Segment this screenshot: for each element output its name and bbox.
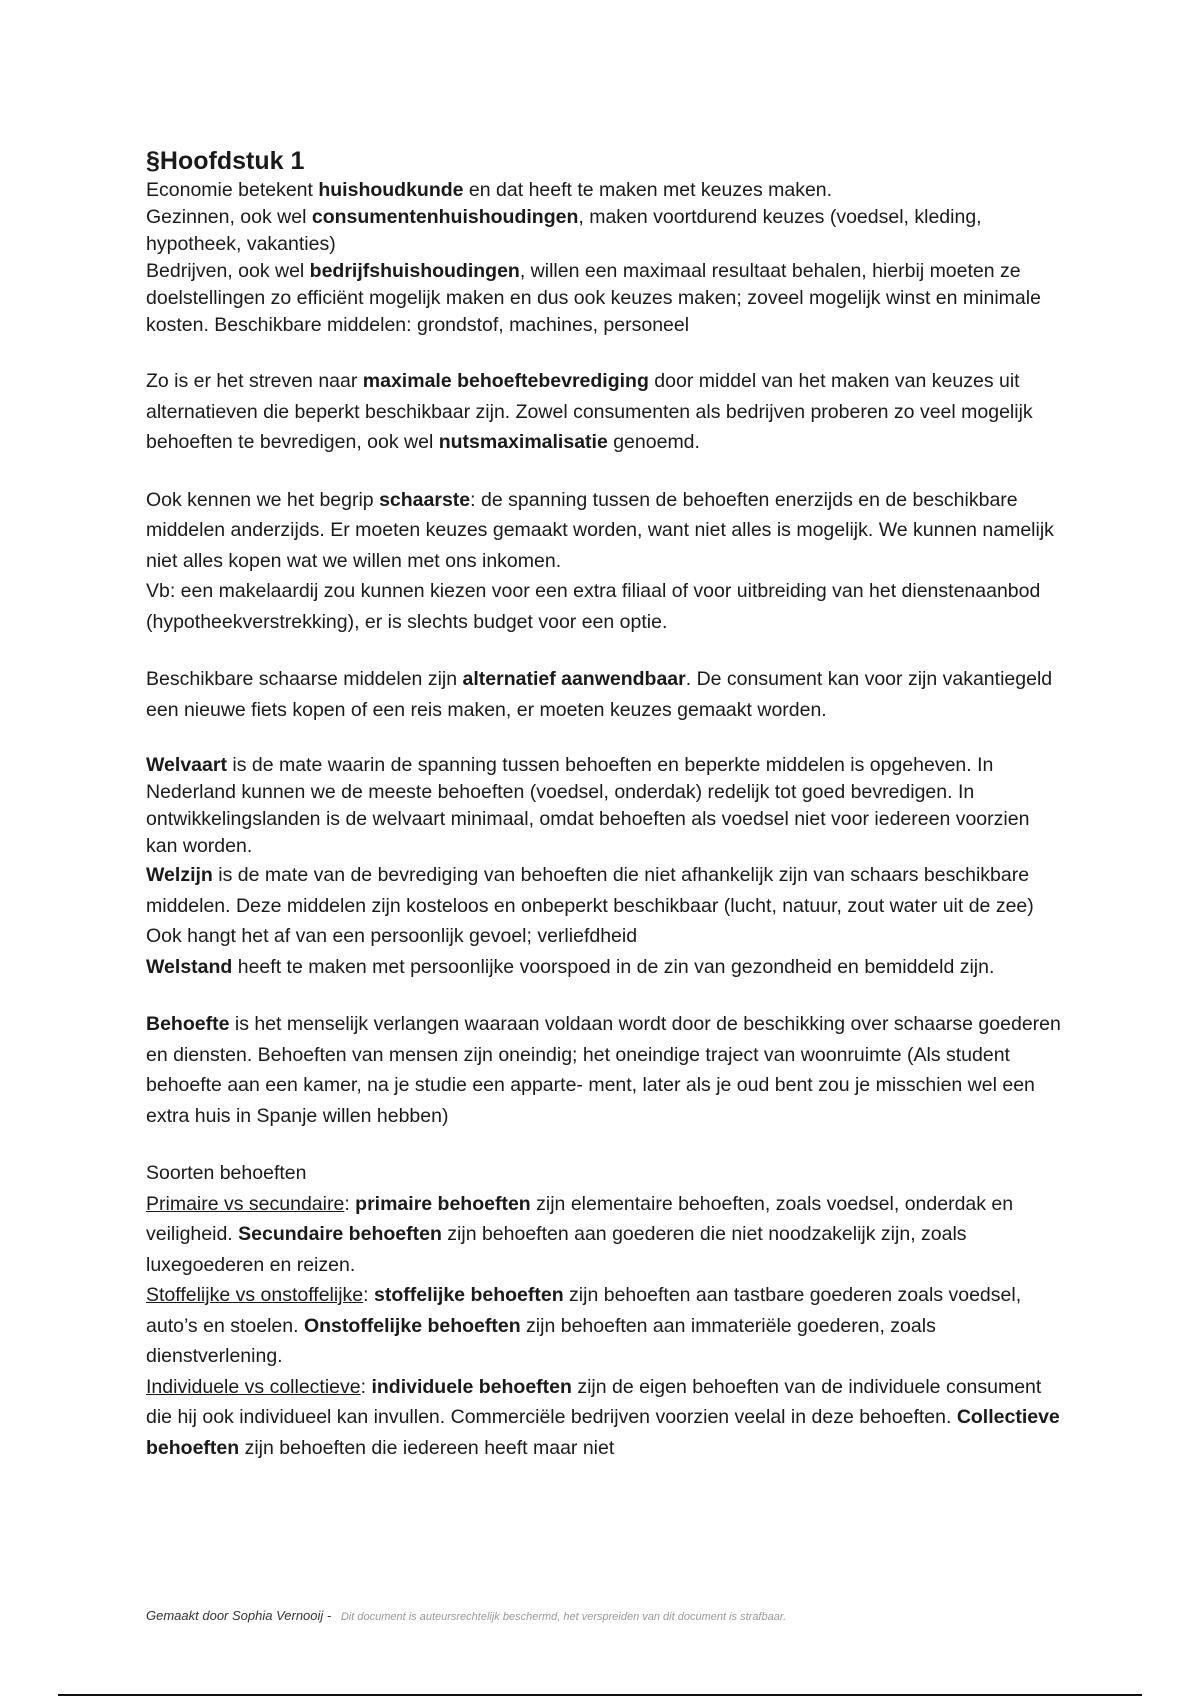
- document-page: [146, 146, 1066, 1463]
- footer-copyright-notice: Dit document is auteursrechtelijk beschermd, het verspreiden van dit document is strafbaar.: [340, 1611, 787, 1623]
- paragraph-behoefte: Behoefte is het menselijk verlangen waaraan voldaan wordt door de beschikking over schaarse goederen en diensten. Behoeften van mensen zijn oneindig; het oneindige traject van woonruimte (Als student behoefte aan een kamer, na je studie een apparte- ment, later als je oud bent zou je misschien wel een extra huis in Spanje willen hebben): [146, 1013, 1061, 1127]
- footer-author: Gemaakt door Sophia Vernooij -: [146, 1608, 335, 1623]
- paragraph-alternatief: Beschikbare schaarse middelen zijn alternatief aanwendbaar. De consument kan voor zijn vakantiegeld een nieuwe fiets kopen of een reis maken, er moeten keuzes gemaakt worden.: [146, 668, 1053, 721]
- page-footer: [146, 1608, 786, 1623]
- paragraph-schaarste: Ook kennen we het begrip schaarste: de spanning tussen de behoeften enerzijds en de beschikbare middelen anderzijds. Er moeten keuzes gemaakt worden, want niet alles is mogelijk. We kunnen namelijk niet alles kopen wat we willen met ons inkomen. Vb: een makelaardij zou kunnen kiezen voor een extra filiaal of voor uitbreiding van het dienstenaanbod (hypotheekverstrekking), er is slechts budget voor een optie.: [146, 488, 1054, 633]
- section-heading: Soorten behoeften: [146, 1162, 307, 1184]
- paragraph-behoeftebevrediging: Zo is er het streven naar maximale behoeftebevrediging door middel van het maken van keuzes uit alternatieven die beperkt beschikbaar zijn. Zowel consumenten als bedrijven proberen zo veel mogelijk behoeften te bevredigen, ook wel nutsmaximalisatie genoemd.: [146, 370, 1033, 453]
- paragraph-welzijn: Welzijn is de mate van de bevrediging van behoeften die niet afhankelijk zijn van schaars beschikbare middelen. Deze middelen zijn kosteloos en onbeperkt beschikbaar (lucht, natuur, zout water uit de zee) Ook hangt het af van een persoonlijk gevoel; verliefdheid Welstand heeft te maken met persoonlijke voorspoed in de zin van gezondheid en bemiddeld zijn.: [146, 864, 1034, 978]
- paragraph-economie: Economie betekent huishoudkunde en dat heeft te maken met keuzes maken. Gezinnen, ook wel consumentenhuishoudingen, maken voortdurend keuzes (voedsel, kleding, hypotheek, vakanties) Bedrijven, ook wel bedrijfshuishoudingen, willen een maximaal resultaat behalen, hierbij moeten ze doelstellingen zo efficiënt mogelijk maken en dus ook keuzes maken; zoveel mogelijk winst en minimale kosten. Beschikbare middelen: grondstof, machines, personeel: [146, 179, 1041, 336]
- bottom-divider: [58, 1694, 1142, 1696]
- paragraph-welvaart: Welvaart is de mate waarin de spanning tussen behoeften en beperkte middelen is opgeheven. In Nederland kunnen we de meeste behoeften (voedsel, onderdak) redelijk tot goed bevredigen. In ontwikkelingslanden is de welvaart minimaal, omdat behoeften als voedsel niet voor iedereen voorzien kan worden.: [146, 754, 1030, 857]
- paragraph-soorten-behoeften: Soorten behoeften Primaire vs secundaire: primaire behoeften zijn elementaire behoeften, zoals voedsel, onderdak en veiligheid. Secundaire behoeften zijn behoeften aan goederen die niet noodzakelijk zijn, zoals luxegoederen en reizen. Stoffelijke vs onstoffelijke: stoffelijke behoeften zijn behoeften aan tastbare goederen zoals voedsel, auto’s en stoelen. Onstoffelijke behoeften zijn behoeften aan immateriële goederen, zoals dienstverlening. Individuele vs collectieve: individuele behoeften zijn de eigen behoeften van de individuele consument die hij ook individueel kan invullen. Commerciële bedrijven voorzien veelal in deze behoeften. Collectieve behoeften zijn behoeften die iedereen heeft maar niet: [146, 1162, 1060, 1459]
- page-title: §Hoofdstuk 1: [146, 147, 305, 175]
